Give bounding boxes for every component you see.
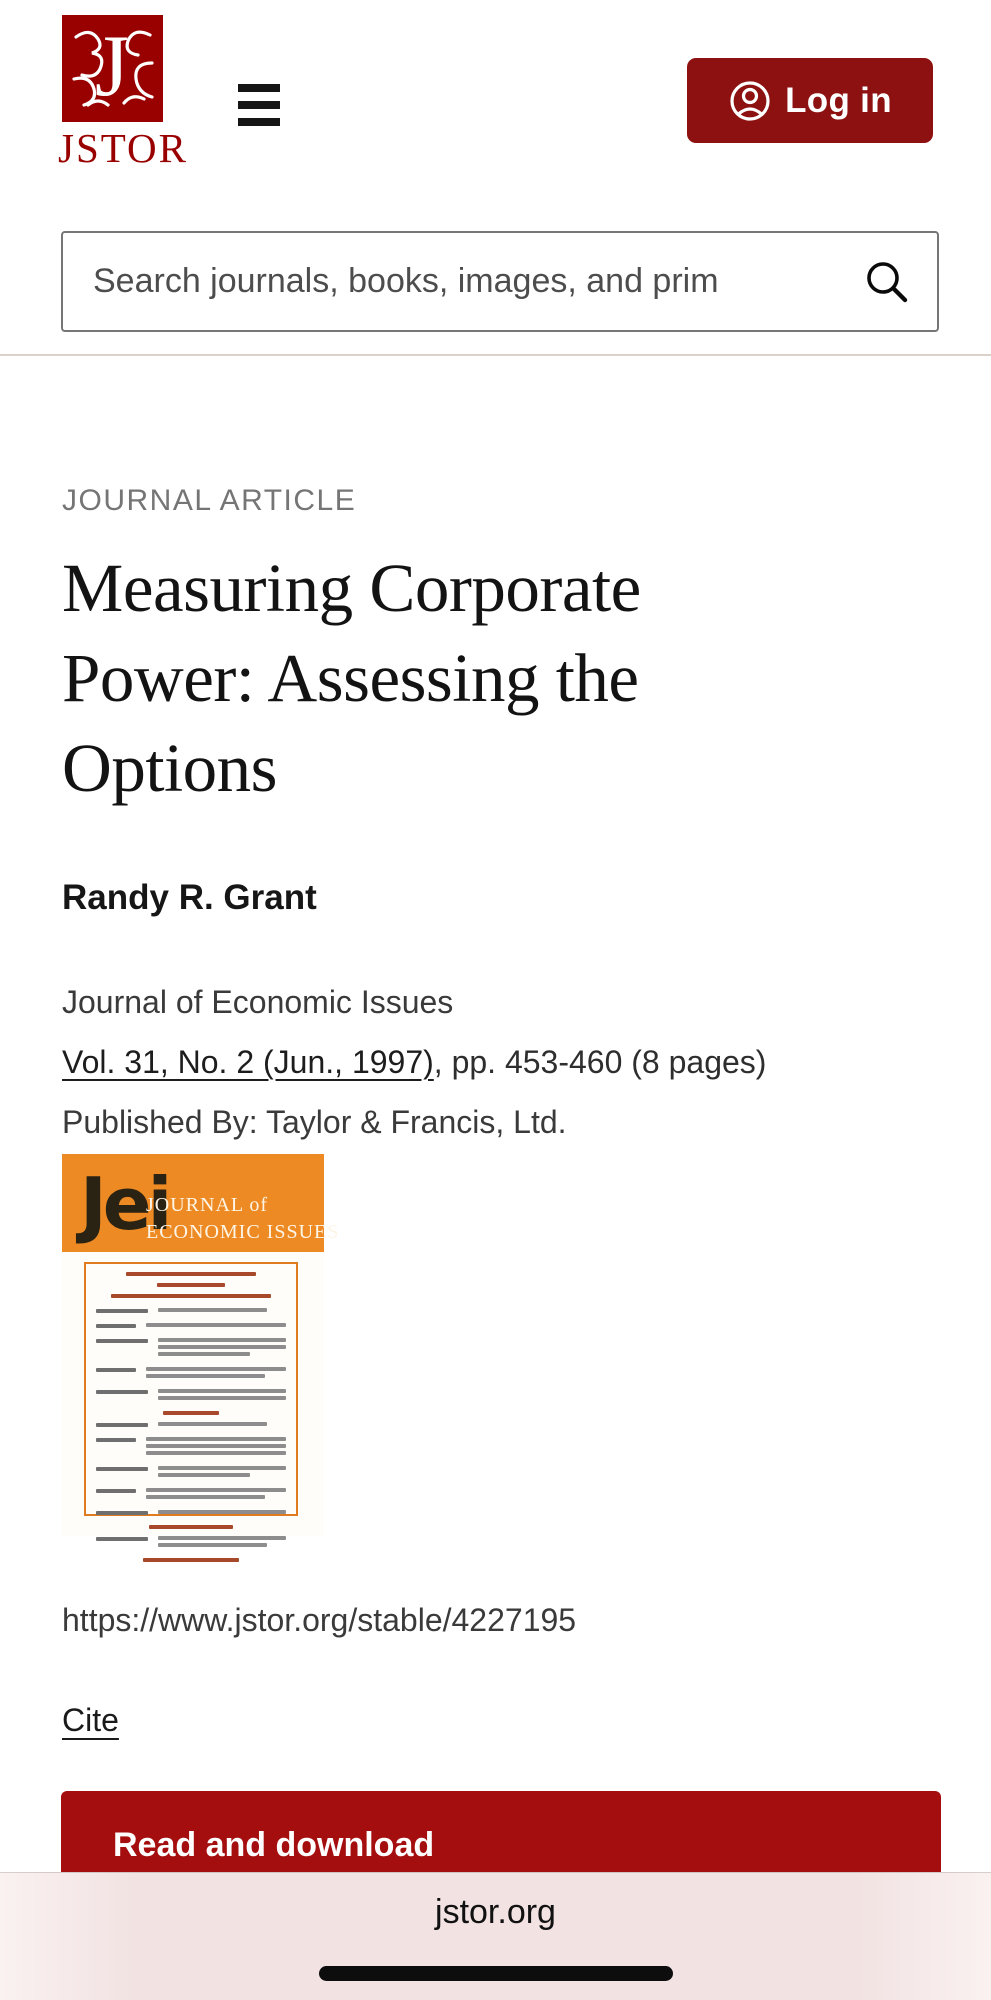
search-bar — [61, 231, 939, 332]
login-label: Log in — [785, 80, 892, 120]
publisher-line: Published By: Taylor & Francis, Ltd. — [62, 1104, 567, 1140]
browser-address-label[interactable]: jstor.org — [435, 1893, 556, 1931]
article-title: Measuring Corporate Power: Assessing the Options — [62, 550, 641, 806]
article-author: Randy R. Grant — [62, 878, 317, 917]
cite-link[interactable]: Cite — [62, 1702, 119, 1738]
search-submit-button[interactable] — [855, 258, 937, 306]
home-indicator-handle[interactable] — [319, 1966, 673, 1981]
read-button-label: Read and download — [113, 1825, 435, 1864]
stable-url: https://www.jstor.org/stable/4227195 — [62, 1602, 577, 1638]
search-icon — [863, 258, 911, 306]
cover-jei-logo: Jei — [80, 1162, 169, 1246]
cover-masthead-text: JOURNAL of ECONOMIC ISSUES — [146, 1194, 340, 1243]
hamburger-icon — [238, 84, 280, 92]
jstor-logo-ornament-icon — [62, 15, 163, 122]
header-divider — [0, 354, 991, 356]
journal-name: Journal of Economic Issues — [62, 984, 454, 1020]
user-circle-icon — [728, 79, 772, 123]
jstor-wordmark: JSTOR — [58, 125, 189, 171]
menu-button[interactable] — [238, 84, 280, 124]
login-button[interactable] — [687, 58, 933, 143]
issue-pages: , pp. 453-460 (8 pages) — [433, 1044, 767, 1080]
search-input[interactable] — [91, 261, 855, 302]
content-type-label: JOURNAL ARTICLE — [62, 484, 357, 517]
issue-line — [62, 1044, 766, 1081]
jstor-logo[interactable] — [62, 15, 163, 122]
issue-link[interactable]: Vol. 31, No. 2 (Jun., 1997) — [62, 1044, 434, 1080]
logo-monogram: J — [94, 18, 130, 115]
cover-table-of-contents — [84, 1262, 298, 1516]
browser-toolbar — [0, 1872, 991, 2000]
journal-cover-image — [62, 1154, 340, 1536]
